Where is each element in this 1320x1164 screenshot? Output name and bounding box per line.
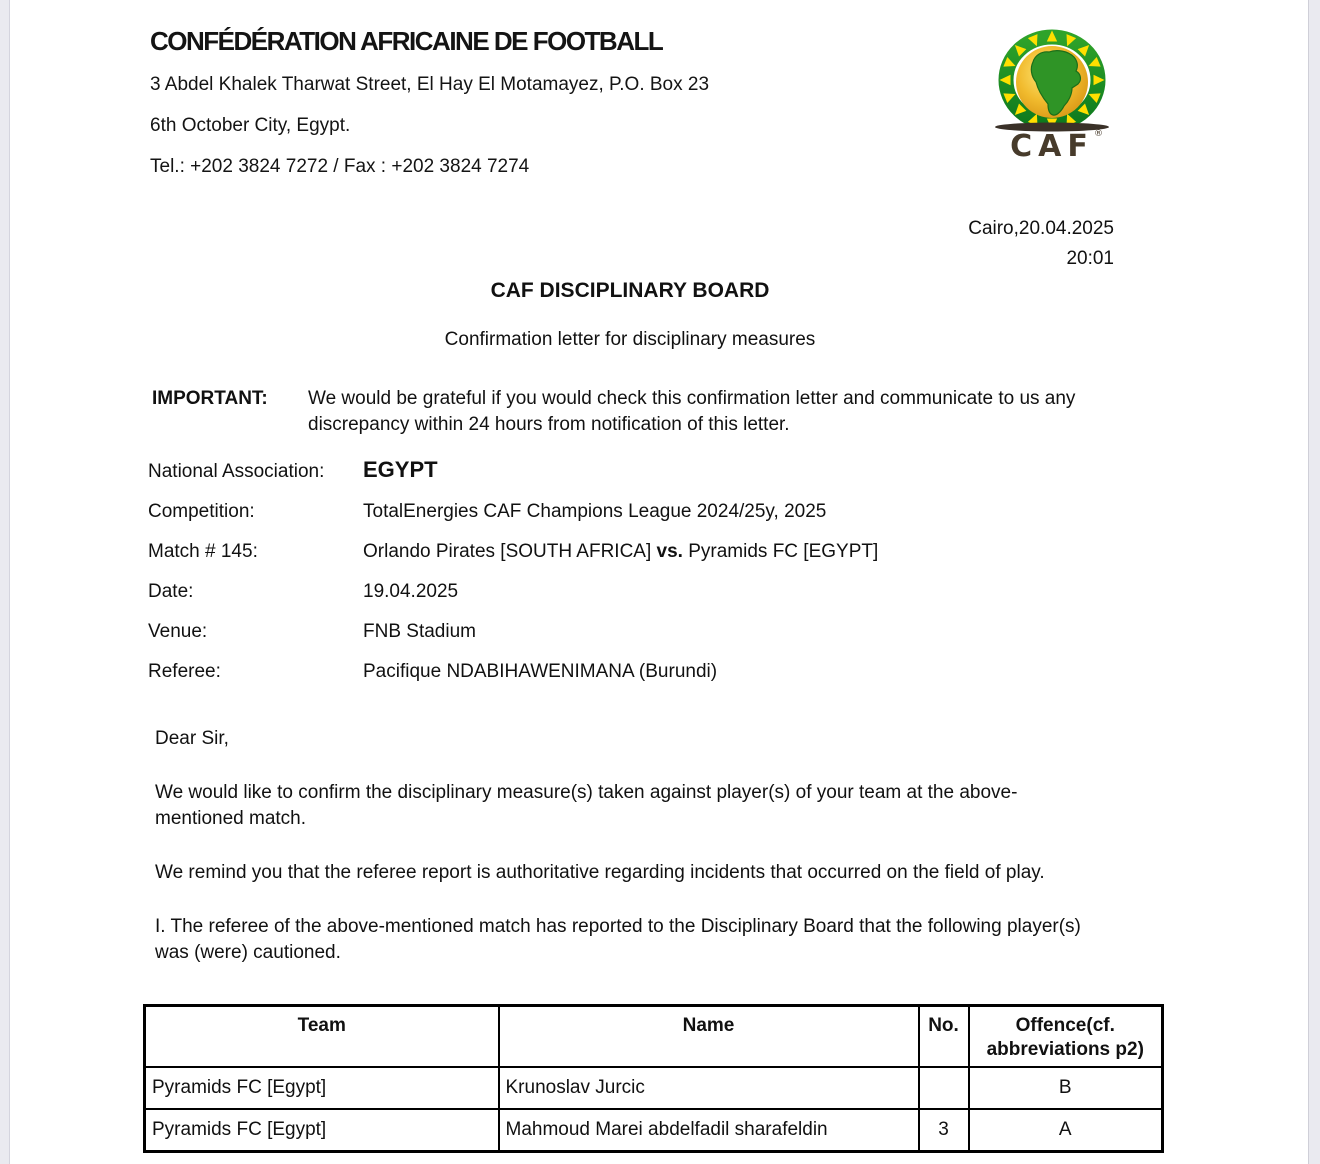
paragraph-referee-report: We remind you that the referee report is authoritative regarding incidents that occurred on the field of play. [155,862,1045,883]
letterhead [150,26,950,196]
field-label: Referee: [148,661,221,682]
match-home-team: Orlando Pirates [SOUTH AFRICA] [363,541,652,562]
cell-no [919,1067,969,1109]
viewer-right-gutter [1308,0,1320,1164]
cell-name: Mahmoud Marei abdelfadil sharafeldin [499,1109,919,1151]
paragraph-confirm: We would like to confirm the disciplinary measure(s) taken against player(s) of your team at the above-mentioned match. [155,782,1018,829]
address-line-2: 6th October City, Egypt. [150,115,351,136]
contact-line: Tel.: +202 3824 7272 / Fax : +202 3824 7274 [150,156,530,177]
field-value: EGYPT [363,457,438,482]
field-referee [148,660,1108,684]
field-label: National Association: [148,461,325,482]
cell-name: Krunoslav Jurcic [499,1067,919,1109]
letter-body [155,726,1095,994]
document-heading [150,280,1110,351]
important-notice [152,386,1108,438]
table-header-row [145,1006,1163,1068]
header-no: No. [919,1006,969,1068]
important-label: IMPORTANT: [152,388,268,409]
field-value: 19.04.2025 [363,581,459,602]
organization-name: CONFÉDÉRATION AFRICAINE DE FOOTBALL [150,26,663,56]
cautions-table-wrap [143,1004,1164,1153]
logo-wordmark: CAF [1010,129,1094,164]
field-date [148,580,1108,604]
salutation: Dear Sir, [155,728,229,749]
logo-registered-icon: ® [1094,129,1103,139]
field-national-association [148,458,1108,484]
place-and-date: Cairo,20.04.2025 [968,218,1114,239]
field-competition [148,500,1108,524]
cell-offence: B [969,1067,1163,1109]
table-row [145,1067,1163,1109]
document-subtitle: Confirmation letter for disciplinary measures [444,329,816,350]
header-name: Name [499,1006,919,1068]
dateline [968,214,1114,274]
table-row [145,1109,1163,1151]
field-value: Pacifique NDABIHAWENIMANA (Burundi) [363,661,718,682]
field-match [148,540,1108,564]
cell-offence: A [969,1109,1163,1151]
caf-logo [988,24,1116,164]
field-venue [148,620,1108,644]
field-label: Competition: [148,501,255,522]
address-line-1: 3 Abdel Khalek Tharwat Street, El Hay El Motamayez, P.O. Box 23 [150,74,710,95]
match-info-fields [148,458,1108,700]
header-team: Team [145,1006,499,1068]
match-vs-label: vs. [656,541,683,562]
cell-team: Pyramids FC [Egypt] [145,1109,499,1151]
document-title: CAF DISCIPLINARY BOARD [490,279,770,302]
field-value: FNB Stadium [363,621,476,642]
paragraph-cautioned: I. The referee of the above-mentioned match has reported to the Disciplinary Board that the following player(s) was (were) cautioned. [155,916,1081,963]
important-text: We would be grateful if you would check this confirmation letter and communicate to us any discrepancy within 24 hours from notification of this letter. [308,388,1076,435]
caf-logo-icon [988,24,1116,164]
cell-team: Pyramids FC [Egypt] [145,1067,499,1109]
field-label: Date: [148,581,194,602]
field-label: Venue: [148,621,208,642]
field-label: Match # 145: [148,541,258,562]
time: 20:01 [1066,248,1114,269]
cell-no: 3 [919,1109,969,1151]
header-offence: Offence(cf. abbreviations p2) [969,1006,1163,1068]
viewer-left-gutter [0,0,10,1164]
field-value [363,540,878,564]
field-value: TotalEnergies CAF Champions League 2024/25y, 2025 [363,501,827,522]
cautions-table [143,1004,1164,1153]
match-away-team: Pyramids FC [EGYPT] [688,541,879,562]
